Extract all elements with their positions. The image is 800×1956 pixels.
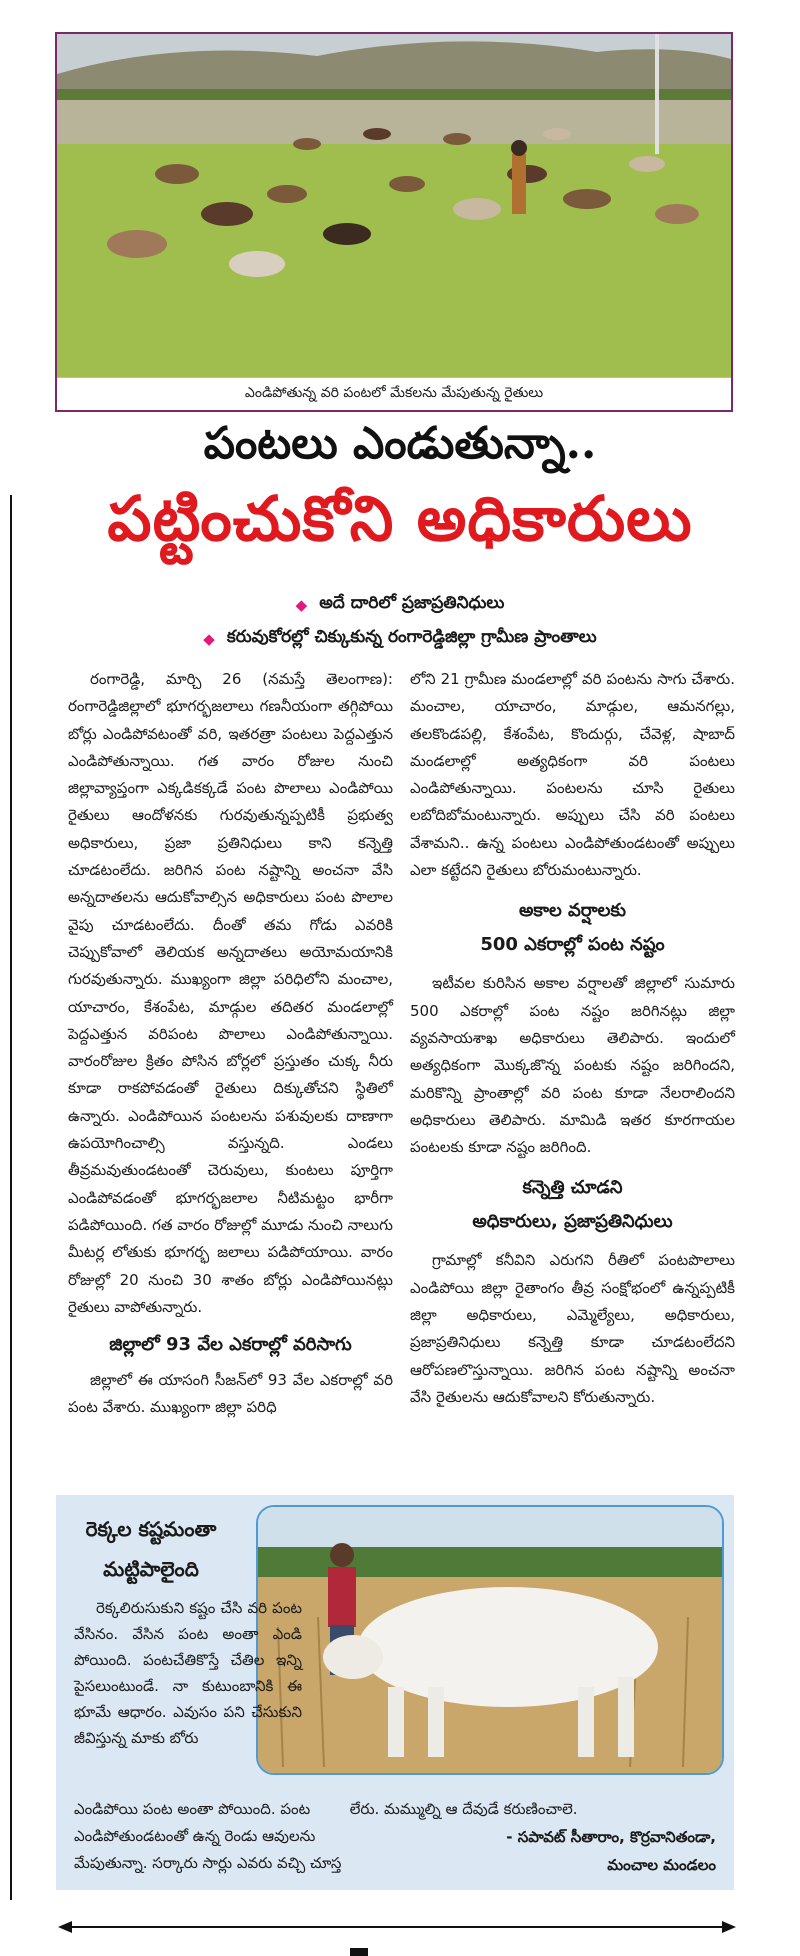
section-heading-line: 500 ఎకరాల్లో పంట నష్టం: [480, 934, 665, 956]
column-rule: [10, 495, 12, 1900]
quote-line: మేపుతున్నా. సర్కారు సార్లు ఎవరు వచ్చి చూస్త: [74, 1854, 342, 1872]
box-title-line: మట్టిపాలైంది: [103, 1557, 199, 1581]
article-paragraph: రంగారెడ్డి, మార్చి 26 (నమస్తే తెలంగాణ): రంగారెడ్డిజిల్లాలో భూగర్భజలాలు గణనీయంగా తగ్గిపోయి బోర్లు ఎండిపోవటంతో వరి, ఇతరత్రా పంటలు పెద్దఎత్తున ఎండిపోతున్నాయి. గత వారం రోజుల నుంచి జిల్లావ్యాప్తంగా ఎక్కడికక్కడే పంట పొలాలు ఎండిపోయి రైతులు ఆందోళనకు గురవుతున్నప్పటికీ ప్రభుత్వ అధికారులు, ప్రజా ప్రతినిధులు కాని కన్నెత్తి చూడటంలేదు. జరిగిన పంట నష్టాన్ని అంచనా వేసి అన్నదాతలను ఆదుకోవాల్సిన అధికారులు పంట పొలాల వైపు చూడటంలేదు. దీంతో తమ గోడు ఎవరికి చెప్పుకోవాలో తెలియక అన్నదాతలు అయోమయానికి గురవుతున్నారు. ముఖ్యంగా జిల్లా పరిధిలోని మంచాల, యాచారం, కేశంపేట, మాడ్గుల తదితర మండలాల్లో పెద్దఎత్తున వరిపంట పొలాలు ఎండిపోతున్నాయి. వారంరోజుల క్రితం పోసిన బోర్లలో ప్రస్తుతం చుక్క నీరు కూడా రాకపోవడంతో రైతులు దిక్కుతోచని స్థితిలో ఉన్నారు. ఎండిపోయిన పంటలను పశువులకు దాణాగా ఉపయోగించాల్సి వస్తున్నది. ఎండలు తీవ్రమవుతుండటంతో చెరువులు, కుంటలు పూర్తిగా ఎండిపోవడంతో భూగర్భజలాల నీటిమట్టం భారీగా పడిపోయింది. గత వారం రోజుల్లో మూడు నుంచి నాలుగు మీటర్ల లోతుకు భూగర్భ జలాలు పడిపోయాయి. వారం రోజుల్లో 20 నుంచి 30 శాతం బోర్లు ఎండిపోయినట్లు రైతులు వాపోతున్నారు.: [68, 670, 393, 1316]
article-column-right: [410, 666, 735, 1411]
quote-line-right: లేరు. మమ్ముల్ని ఆ దేవుడే కరుణించాలె.: [349, 1800, 578, 1818]
section-heading: [410, 894, 735, 962]
box-title-line: రెక్కల కష్టమంతా: [85, 1517, 217, 1541]
section-heading: [410, 1171, 735, 1239]
article-paragraph: జిల్లాలో ఈ యాసంగి సీజన్‌లో 93 వేల ఎకరాల్లో వరి పంట వేశారు. ముఖ్యంగా జిల్లా పరిధి: [68, 1371, 393, 1417]
section-heading-line: అకాల వర్షాలకు: [518, 900, 627, 922]
page-edge-mark: [350, 1948, 368, 1956]
quote-paragraph: రెక్కలిరుసుకుని కష్టం చేసి వరి పంట వేసినం. వేసిన పంట అంతా ఎండి పోయింది. పంటచేతికొస్తే చేతిల ఇన్ని పైసలుంటుండే. నా కుటుంబానికి ఈ భూమే ఆధారం. ఎవుసం పని చేసుకుని జీవిస్తున్న మాకు బోరు: [74, 1599, 302, 1747]
bullet-text: అదే దారిలో ప్రజాప్రతినిధులు: [319, 593, 505, 613]
section-heading-line: అధికారులు, ప్రజాప్రతినిధులు: [472, 1211, 673, 1233]
photo-caption: ఎండిపోతున్న వరి పంటలో మేకలను మేపుతున్న రైతులు: [57, 377, 731, 410]
bullet-item: [0, 588, 800, 622]
diamond-icon: ◆: [203, 630, 215, 648]
quote-signature: [506, 1823, 716, 1879]
signature-line: - సపావట్ సీతారాం, కొర్రవానితండా,: [506, 1828, 716, 1846]
diamond-icon: ◆: [295, 596, 308, 614]
farmer-with-cow-illustration: [258, 1507, 722, 1773]
main-headline: పట్టించుకోని అధికారులు: [107, 482, 693, 555]
quote-line-left: ఎండిపోయి పంట అంతా పోయింది. పంట: [74, 1800, 311, 1818]
quote-line: [74, 1796, 719, 1823]
quote-line: ఎండిపోతుండటంతో ఉన్న రెండు ఆవులను: [74, 1827, 316, 1845]
farmer-cow-photo: [256, 1505, 724, 1775]
bullet-item: [0, 622, 800, 656]
article-paragraph: లోని 21 గ్రామీణ మండలాల్లో వరి పంటను సాగు చేశారు. మంచాల, యాచారం, మాడ్గుల, ఆమనగల్లు, తలకొండపల్లి, కేశంపేట, కొందుర్గు, చేవెళ్ల, షాబాద్ మండలాల్లో అత్యధికంగా వరి పంటలు ఎండిపోతున్నాయి. పంటలను చూసి రైతులు లబోదిబోమంటున్నారు. అప్పులు చేసి వరి పంటలు వేశామని.. ఉన్న పంటలు ఎండిపోతుండటంతో అప్పులు ఎలా కట్టేదని రైతులు బోరుమంటున్నారు.: [410, 670, 735, 880]
box-title: [56, 1509, 246, 1589]
goats-grazing-illustration: [57, 34, 731, 378]
article-paragraph: ఇటీవల కురిసిన అకాల వర్షాలతో జిల్లాలో సుమారు 500 ఎకరాల్లో పంట నష్టం జరిగినట్లు జిల్లా వ్యవసాయశాఖ అధికారులు తెలిపారు. ఇందులో అత్యధికంగా మొక్కజొన్న పంటకు నష్టం జరిగిందని, మరికొన్ని ప్రాంతాల్లో వరి పంట కూడా నేలరాలిందని అధికారులు తెలిపారు. మామిడి ఇతర కూరగాయల పంటలకు కూడా నష్టం జరిగింది.: [410, 974, 735, 1157]
sub-headline: పంటలు ఎండుతున్నా..: [203, 418, 597, 469]
section-heading: జిల్లాలో 93 వేల ఎకరాల్లో వరిసాగు: [109, 1334, 352, 1356]
article-column-left: [68, 666, 393, 1422]
bullet-points: [0, 588, 800, 656]
section-heading-line: కన్నెత్తి చూడని: [522, 1177, 623, 1199]
article-paragraph: గ్రామాల్లో కనీవిని ఎరుగని రీతిలో పంటపొలాలు ఎండిపోయి జిల్లా రైతాంగం తీవ్ర సంక్షోభంలో ఉన్నప్పటికీ జిల్లా అధికారులు, ఎమ్మెల్యేలు, అధికారులు, ప్రజాప్రతినిధులు కన్నెత్తి కూడా చూడటంలేదని ఆరోపణలొస్తున్నాయి. జరిగిన పంట నష్టాన్ని అంచనా వేసి రైతులను ఆదుకోవాలని కోరుతున్నారు.: [410, 1251, 735, 1406]
farmer-quote-box: [56, 1495, 734, 1890]
goats-field-photo: [55, 32, 733, 412]
double-arrow-divider: [58, 1920, 736, 1934]
bullet-text: కరువుకోరల్లో చిక్కుకున్న రంగారెడ్డిజిల్లా గ్రామీణ ప్రాంతాలు: [226, 627, 597, 647]
quote-text: [74, 1595, 302, 1751]
signature-line: మంచాల మండలం: [607, 1856, 716, 1874]
